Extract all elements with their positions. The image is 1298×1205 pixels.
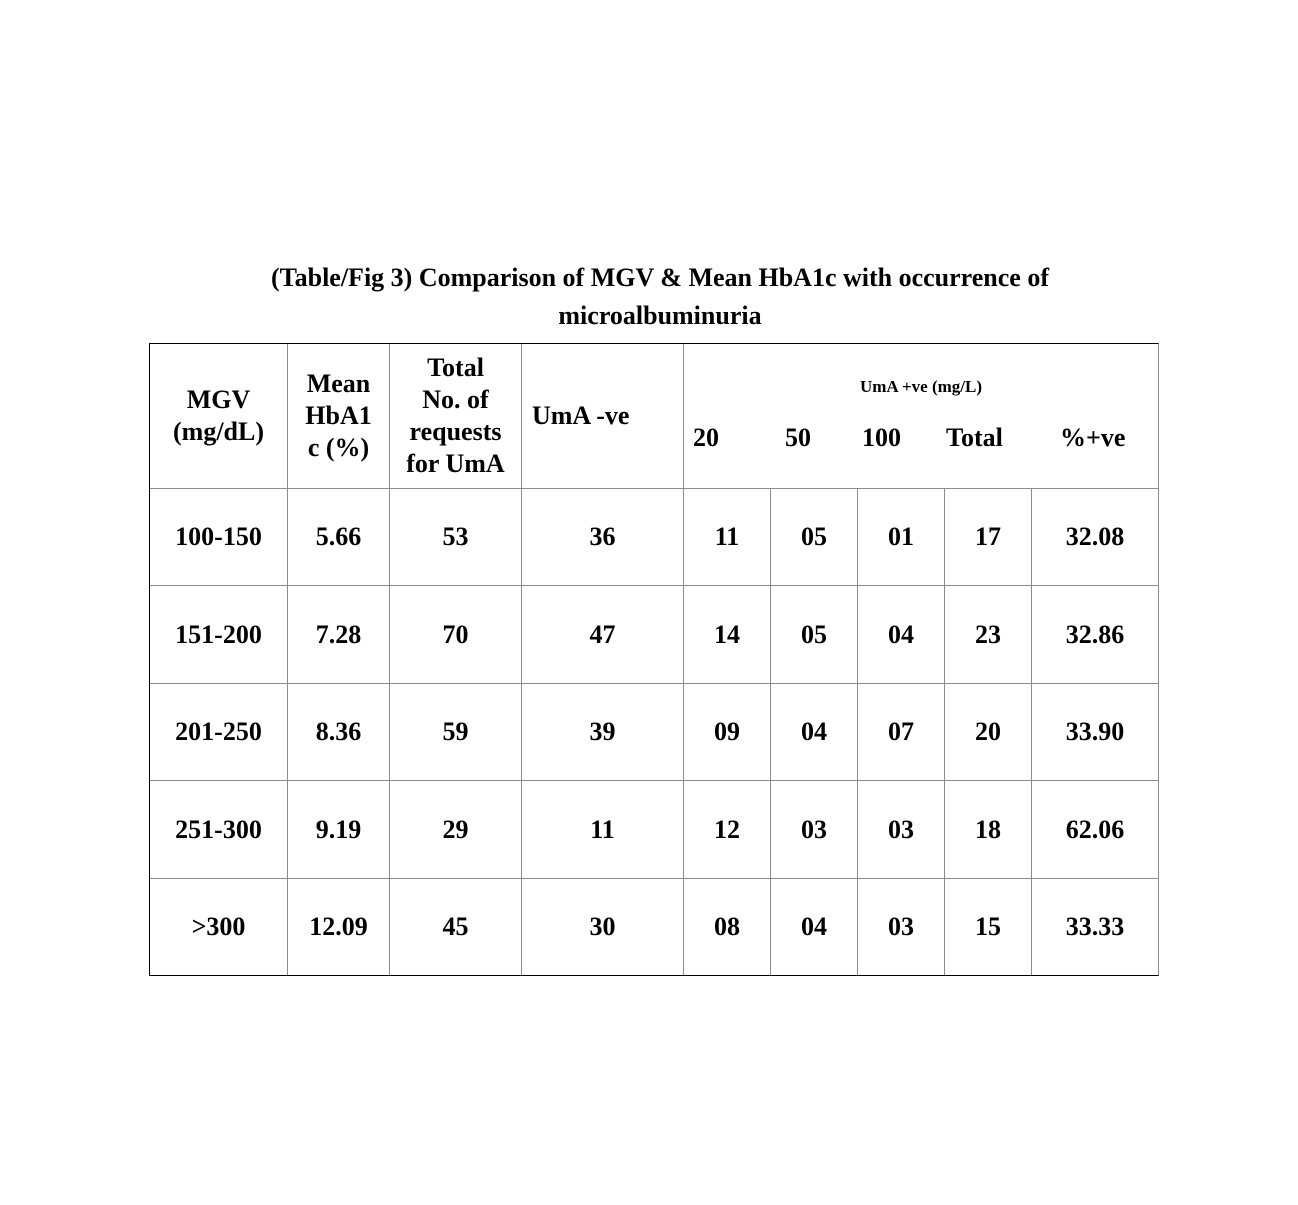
cell-uma-20: 09 [714, 717, 740, 746]
cell-uma-negative: 11 [590, 815, 615, 844]
cell-uma-50: 04 [801, 912, 827, 941]
cell-uma-100: 03 [888, 815, 914, 844]
row-divider [150, 488, 1158, 489]
cell-uma-50: 05 [801, 522, 827, 551]
cell-hba1c: 8.36 [315, 717, 362, 746]
col-divider [521, 344, 522, 975]
cell-uma-total: 18 [975, 815, 1001, 844]
cell-percent-positive: 33.90 [1065, 717, 1125, 746]
cell-mgv: 151-200 [175, 620, 262, 649]
cell-hba1c: 12.09 [309, 912, 368, 941]
cell-uma-negative: 39 [589, 717, 616, 746]
cell-total-requests: 53 [442, 522, 469, 551]
header-uma-100: 100 [862, 423, 901, 452]
data-table [149, 343, 1159, 976]
cell-percent-positive: 32.08 [1065, 522, 1125, 551]
cell-uma-20: 08 [714, 912, 740, 941]
row-divider [150, 683, 1158, 684]
cell-total-requests: 70 [442, 620, 469, 649]
cell-mgv: 251-300 [175, 815, 262, 844]
header-uma-negative: UmA -ve [532, 401, 630, 430]
cell-uma-50: 03 [801, 815, 827, 844]
cell-uma-total: 17 [975, 522, 1001, 551]
cell-uma-20: 14 [714, 620, 740, 649]
cell-uma-negative: 30 [589, 912, 616, 941]
header-uma-20: 20 [693, 423, 719, 452]
cell-hba1c: 5.66 [315, 522, 362, 551]
col-divider [683, 344, 684, 975]
cell-uma-total: 23 [975, 620, 1001, 649]
row-divider [150, 585, 1158, 586]
header-hba1c-line-3: c (%) [307, 433, 370, 462]
header-mgv-line-2: (mg/dL) [173, 417, 264, 446]
table-title-line-2: microalbuminuria [558, 301, 762, 330]
cell-uma-20: 11 [714, 522, 740, 551]
cell-uma-negative: 36 [589, 522, 616, 551]
cell-mgv: 201-250 [175, 717, 262, 746]
cell-total-requests: 29 [442, 815, 469, 844]
cell-percent-positive: 62.06 [1065, 815, 1125, 844]
cell-mgv: 100-150 [175, 522, 262, 551]
cell-uma-50: 04 [801, 717, 827, 746]
cell-percent-positive: 32.86 [1065, 620, 1125, 649]
header-total-line-2: No. of [422, 385, 489, 414]
header-mgv-line-1: MGV [186, 385, 251, 414]
header-uma-total: Total [946, 423, 1003, 452]
header-total-line-1: Total [427, 353, 484, 382]
cell-uma-100: 01 [888, 522, 914, 551]
cell-total-requests: 59 [442, 717, 469, 746]
header-total-line-3: requests [409, 417, 502, 446]
cell-total-requests: 45 [442, 912, 469, 941]
row-divider [150, 878, 1158, 879]
header-hba1c-line-2: HbA1 [305, 401, 372, 430]
header-mgv [150, 384, 287, 448]
cell-hba1c: 9.19 [315, 815, 362, 844]
cell-hba1c: 7.28 [315, 620, 362, 649]
header-hba1c-line-1: Mean [306, 369, 371, 398]
cell-uma-50: 05 [801, 620, 827, 649]
header-total-requests [390, 352, 521, 480]
cell-uma-total: 15 [975, 912, 1001, 941]
header-total-line-4: for UmA [406, 449, 505, 478]
cell-uma-100: 07 [888, 717, 914, 746]
cell-mgv: >300 [191, 912, 246, 941]
cell-uma-100: 04 [888, 620, 914, 649]
cell-percent-positive: 33.33 [1065, 912, 1125, 941]
row-divider [150, 780, 1158, 781]
table-title [150, 259, 1170, 335]
header-uma-50: 50 [785, 423, 811, 452]
cell-uma-negative: 47 [589, 620, 616, 649]
header-uma-positive-group: UmA +ve (mg/L) [859, 377, 983, 396]
header-uma-percent-positive: %+ve [1060, 423, 1126, 452]
cell-uma-20: 12 [714, 815, 740, 844]
cell-uma-total: 20 [975, 717, 1001, 746]
cell-uma-100: 03 [888, 912, 914, 941]
header-mean-hba1c [288, 368, 389, 464]
table-title-line-1: (Table/Fig 3) Comparison of MGV & Mean HbA1c with occurrence of [271, 263, 1049, 292]
